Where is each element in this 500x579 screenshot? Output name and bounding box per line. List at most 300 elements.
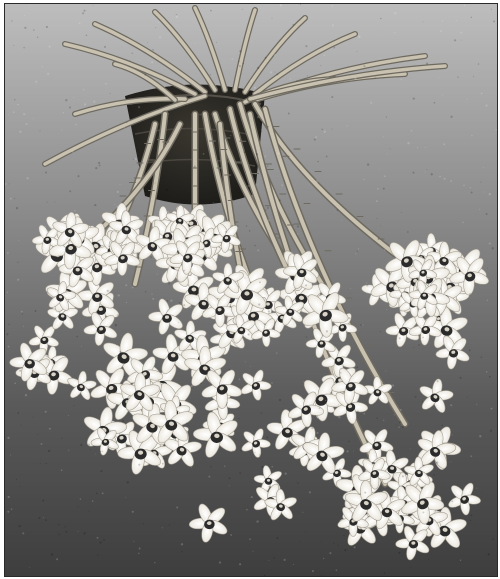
grain-dot	[199, 114, 200, 115]
grain-dot	[117, 314, 119, 316]
grain-dot	[280, 4, 282, 6]
grain-dot	[330, 456, 332, 458]
grain-dot	[380, 58, 381, 59]
grain-dot	[380, 18, 381, 19]
grain-dot	[54, 201, 55, 202]
grain-dot	[300, 4, 301, 5]
grain-dot	[338, 404, 339, 405]
grain-dot	[115, 324, 117, 326]
grain-dot	[20, 486, 21, 487]
grain-dot	[254, 87, 256, 89]
grain-dot	[380, 331, 381, 332]
grain-dot	[213, 202, 214, 203]
grain-dot	[486, 371, 488, 373]
grain-dot	[364, 492, 366, 494]
grain-dot	[392, 498, 393, 499]
grain-dot	[243, 63, 245, 65]
grain-dot	[16, 479, 17, 480]
grain-dot	[398, 552, 400, 554]
grain-dot	[47, 73, 49, 75]
grain-dot	[232, 58, 233, 59]
grain-dot	[442, 95, 443, 96]
grain-dot	[463, 185, 464, 186]
grain-dot	[471, 135, 472, 136]
grain-dot	[377, 188, 379, 190]
grain-dot	[270, 71, 272, 73]
grain-dot	[152, 49, 154, 51]
grain-dot	[148, 464, 149, 465]
grain-dot	[281, 184, 283, 186]
grain-dot	[11, 20, 12, 21]
grain-dot	[475, 278, 477, 280]
grain-dot	[379, 169, 380, 170]
grain-dot	[323, 558, 324, 559]
grain-dot	[245, 171, 246, 172]
grain-dot	[246, 509, 248, 511]
grain-dot	[355, 253, 356, 254]
grain-dot	[127, 481, 129, 483]
grain-dot	[138, 464, 140, 466]
grain-dot	[71, 255, 72, 256]
grain-dot	[89, 414, 90, 415]
grain-dot	[151, 61, 153, 63]
grain-dot	[7, 437, 9, 439]
grain-dot	[42, 66, 43, 67]
grain-dot	[492, 538, 494, 540]
grain-dot	[51, 553, 53, 555]
grain-dot	[239, 65, 241, 67]
grain-dot	[72, 151, 74, 153]
grain-dot	[267, 126, 269, 128]
grain-dot	[249, 230, 251, 232]
grain-dot	[8, 324, 9, 325]
grain-dot	[314, 139, 316, 141]
grain-dot	[202, 348, 203, 349]
grain-dot	[274, 54, 276, 56]
grain-dot	[69, 190, 71, 192]
grain-dot	[417, 147, 418, 148]
grain-dot	[167, 211, 169, 213]
grain-dot	[79, 23, 81, 25]
grain-dot	[316, 432, 318, 434]
grain-dot	[173, 228, 175, 230]
grain-dot	[49, 46, 51, 48]
grain-dot	[83, 89, 84, 90]
grain-dot	[86, 252, 87, 253]
grain-dot	[29, 567, 30, 568]
grain-dot	[99, 165, 101, 167]
grain-dot	[125, 497, 126, 498]
grain-dot	[398, 426, 400, 428]
grain-dot	[78, 506, 79, 507]
grain-dot	[46, 463, 47, 464]
grain-dot	[259, 454, 260, 455]
grain-dot	[181, 551, 182, 552]
grain-dot	[317, 161, 319, 163]
grain-dot	[477, 260, 479, 262]
grain-dot	[33, 118, 34, 119]
grain-dot	[220, 308, 221, 309]
grain-dot	[47, 202, 48, 203]
grain-dot	[100, 542, 102, 544]
grain-dot	[183, 304, 185, 306]
grain-dot	[487, 300, 488, 301]
grain-dot	[476, 488, 477, 489]
grain-dot	[17, 104, 19, 106]
grain-dot	[210, 313, 211, 314]
grain-dot	[363, 179, 364, 180]
grain-dot	[464, 5, 465, 6]
grain-dot	[354, 546, 356, 548]
grain-dot	[203, 311, 204, 312]
grain-dot	[443, 143, 445, 145]
grain-dot	[254, 245, 256, 247]
grain-dot	[42, 500, 44, 502]
grain-dot	[426, 169, 427, 170]
orchid-photo	[4, 3, 498, 577]
grain-dot	[442, 269, 443, 270]
grain-dot	[239, 329, 241, 331]
grain-dot	[102, 492, 104, 494]
grain-dot	[286, 268, 287, 269]
grain-dot	[126, 435, 127, 436]
grain-dot	[37, 352, 39, 354]
grain-dot	[259, 281, 261, 283]
grain-dot	[118, 294, 120, 296]
grain-dot	[470, 187, 471, 188]
grain-dot	[488, 553, 490, 555]
grain-dot	[169, 86, 170, 87]
grain-dot	[73, 405, 74, 406]
grain-dot	[33, 29, 35, 31]
grain-dot	[244, 151, 246, 153]
grain-dot	[450, 180, 452, 182]
grain-dot	[26, 177, 28, 179]
grain-dot	[19, 370, 21, 372]
grain-dot	[179, 302, 181, 304]
grain-dot	[98, 330, 100, 332]
grain-dot	[104, 46, 106, 48]
grain-dot	[384, 175, 386, 177]
grain-dot	[21, 311, 23, 313]
grain-dot	[383, 136, 384, 137]
grain-dot	[473, 76, 474, 77]
flower-throat	[300, 270, 304, 273]
grain-dot	[228, 250, 230, 252]
grain-dot	[39, 130, 40, 131]
grain-dot	[24, 27, 26, 29]
grain-dot	[251, 496, 253, 498]
grain-dot	[246, 134, 247, 135]
grain-dot	[97, 537, 99, 539]
grain-dot	[191, 385, 193, 387]
grain-dot	[357, 428, 358, 429]
grain-dot	[470, 455, 472, 457]
grain-dot	[65, 282, 67, 284]
grain-dot	[353, 451, 354, 452]
grain-dot	[239, 378, 241, 380]
grain-dot	[342, 458, 344, 460]
grain-dot	[124, 376, 125, 377]
grain-dot	[238, 418, 239, 419]
grain-dot	[305, 45, 307, 47]
grain-dot	[487, 268, 488, 269]
grain-dot	[89, 511, 90, 512]
grain-dot	[277, 74, 279, 76]
grain-dot	[297, 408, 299, 410]
grain-dot	[29, 5, 30, 6]
grain-dot	[83, 10, 85, 12]
grain-dot	[145, 291, 146, 292]
grain-dot	[450, 116, 452, 118]
grain-dot	[240, 450, 241, 451]
grain-dot	[338, 416, 340, 418]
grain-dot	[21, 424, 22, 425]
grain-dot	[431, 173, 433, 175]
grain-dot	[363, 413, 365, 415]
grain-dot	[436, 461, 438, 463]
grain-dot	[167, 300, 169, 302]
grain-dot	[181, 543, 183, 545]
grain-dot	[6, 333, 8, 335]
grain-dot	[297, 225, 299, 227]
grain-dot	[490, 430, 492, 432]
grain-dot	[439, 176, 441, 178]
grain-dot	[69, 106, 71, 108]
grain-dot	[176, 16, 178, 18]
grain-dot	[7, 252, 9, 254]
grain-dot	[179, 440, 180, 441]
grain-dot	[397, 315, 399, 317]
grain-dot	[43, 517, 44, 518]
grain-dot	[164, 298, 165, 299]
grain-dot	[65, 99, 67, 101]
grain-dot	[22, 532, 24, 534]
grain-dot	[41, 443, 43, 445]
grain-dot	[362, 324, 363, 325]
grain-dot	[400, 409, 402, 411]
grain-dot	[333, 47, 335, 49]
grain-dot	[71, 385, 72, 386]
grain-dot	[210, 298, 212, 300]
grain-dot	[385, 371, 386, 372]
grain-dot	[366, 284, 368, 286]
grain-dot	[457, 76, 458, 77]
grain-dot	[242, 9, 243, 10]
grain-dot	[219, 278, 221, 280]
grain-dot	[230, 135, 231, 136]
grain-dot	[375, 77, 376, 78]
grain-dot	[422, 401, 423, 402]
grain-dot	[19, 131, 21, 133]
grain-dot	[460, 32, 462, 34]
grain-dot	[124, 127, 125, 128]
grain-dot	[175, 105, 177, 107]
grain-dot	[61, 255, 63, 257]
grain-dot	[410, 567, 411, 568]
grain-dot	[261, 131, 262, 132]
grain-dot	[425, 147, 426, 148]
grain-dot	[394, 414, 395, 415]
grain-dot	[63, 112, 64, 113]
grain-dot	[441, 425, 442, 426]
grain-dot	[177, 394, 178, 395]
grain-dot	[344, 549, 346, 551]
grain-dot	[383, 420, 384, 421]
grain-dot	[88, 444, 90, 446]
grain-dot	[114, 204, 115, 205]
grain-dot	[467, 397, 468, 398]
grain-dot	[442, 20, 443, 21]
grain-dot	[446, 296, 448, 298]
grain-dot	[159, 36, 161, 38]
grain-dot	[68, 450, 69, 451]
grain-dot	[434, 102, 436, 104]
grain-dot	[390, 506, 391, 507]
grain-dot	[438, 77, 439, 78]
grain-dot	[150, 121, 151, 122]
grain-dot	[143, 523, 144, 524]
grain-dot	[407, 231, 409, 233]
grain-dot	[22, 313, 23, 314]
grain-dot	[274, 72, 275, 73]
grain-dot	[102, 451, 103, 452]
grain-dot	[37, 37, 38, 38]
grain-dot	[358, 248, 359, 249]
grain-dot	[461, 40, 462, 41]
grain-dot	[450, 462, 451, 463]
grain-dot	[108, 246, 110, 248]
grain-dot	[354, 389, 355, 390]
grain-dot	[13, 111, 15, 113]
grain-dot	[297, 482, 298, 483]
grain-dot	[265, 57, 267, 59]
grain-dot	[46, 26, 48, 28]
grain-dot	[428, 465, 429, 466]
grain-dot	[74, 210, 75, 211]
grain-dot	[437, 380, 439, 382]
grain-dot	[239, 388, 241, 390]
grain-dot	[271, 382, 273, 384]
grain-dot	[158, 22, 159, 23]
grain-dot	[210, 74, 211, 75]
grain-dot	[227, 107, 229, 109]
grain-dot	[402, 475, 404, 477]
grain-dot	[17, 279, 19, 281]
grain-dot	[330, 291, 332, 293]
grain-dot	[219, 561, 221, 563]
grain-dot	[81, 346, 82, 347]
grain-dot	[134, 410, 135, 411]
grain-dot	[492, 247, 494, 249]
grain-dot	[338, 545, 339, 546]
grain-dot	[132, 53, 133, 54]
grain-dot	[401, 79, 402, 80]
grain-dot	[306, 336, 307, 337]
grain-dot	[326, 404, 328, 406]
grain-dot	[126, 302, 127, 303]
grain-dot	[327, 293, 329, 295]
grain-dot	[95, 167, 97, 169]
grain-dot	[413, 347, 414, 348]
grain-dot	[471, 192, 473, 194]
grain-dot	[426, 62, 428, 64]
grain-dot	[210, 466, 211, 467]
grain-dot	[162, 463, 164, 465]
grain-dot	[392, 384, 394, 386]
grain-dot	[407, 142, 409, 144]
grain-dot	[350, 288, 351, 289]
grain-dot	[284, 559, 286, 561]
grain-dot	[37, 434, 38, 435]
grain-dot	[8, 496, 10, 498]
grain-dot	[16, 207, 18, 209]
grain-dot	[232, 450, 234, 452]
grain-dot	[24, 15, 25, 16]
grain-dot	[390, 148, 391, 149]
grain-dot	[105, 83, 107, 85]
grain-dot	[44, 226, 45, 227]
grain-dot	[139, 548, 141, 550]
grain-dot	[219, 335, 220, 336]
grain-dot	[276, 537, 278, 539]
grain-dot	[486, 213, 488, 215]
grain-dot	[343, 535, 344, 536]
grain-dot	[93, 5, 94, 6]
grain-dot	[125, 243, 126, 244]
grain-dot	[257, 116, 259, 118]
grain-dot	[98, 426, 100, 428]
grain-dot	[435, 238, 436, 239]
grain-dot	[249, 388, 250, 389]
grain-dot	[187, 218, 189, 220]
grain-dot	[386, 309, 387, 310]
grain-dot	[119, 351, 121, 353]
grain-dot	[224, 466, 225, 467]
grain-dot	[7, 511, 9, 513]
grain-dot	[119, 457, 120, 458]
grain-dot	[268, 219, 270, 221]
grain-dot	[80, 498, 82, 500]
grain-dot	[370, 102, 372, 104]
grain-dot	[125, 240, 127, 242]
grain-dot	[394, 284, 395, 285]
grain-dot	[133, 159, 134, 160]
grain-dot	[95, 454, 96, 455]
grain-dot	[125, 284, 127, 286]
grain-dot	[302, 512, 303, 513]
grain-dot	[144, 74, 146, 76]
grain-dot	[479, 435, 481, 437]
grain-dot	[470, 520, 471, 521]
grain-dot	[366, 282, 367, 283]
grain-dot	[182, 221, 183, 222]
grain-dot	[301, 317, 303, 319]
grain-dot	[23, 47, 24, 48]
grain-dot	[433, 474, 434, 475]
grain-dot	[274, 491, 275, 492]
grain-dot	[206, 225, 207, 226]
grain-dot	[157, 274, 158, 275]
grain-dot	[82, 12, 84, 14]
grain-dot	[279, 199, 281, 201]
grain-dot	[307, 75, 308, 76]
grain-dot	[401, 212, 402, 213]
grain-dot	[471, 515, 473, 517]
grain-dot	[380, 225, 381, 226]
grain-dot	[170, 349, 172, 351]
grain-dot	[7, 292, 8, 293]
